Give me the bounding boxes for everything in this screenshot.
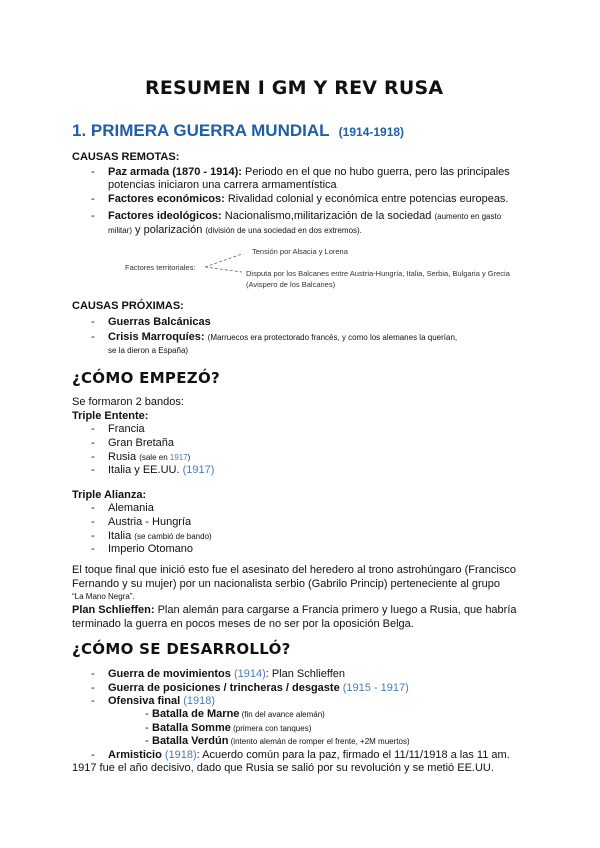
list-item [108,166,510,179]
item-text: : Plan Schlieffen [265,668,346,680]
list-item [108,193,509,206]
item-text: Italia y EE.UU. [108,464,183,476]
list-item: Francia [108,423,145,435]
diagram-bottom-note: (Avispero de los Balcanes) [246,280,336,289]
bullet-dash: - [91,437,95,449]
paragraph-name: Fernando y su mujer) [72,578,177,590]
bullet-dash: - [91,502,95,514]
list-item [108,464,214,477]
section-heading-text: 1. PRIMERA GUERRA MUNDIAL [72,121,330,140]
item-note-continuation: se la dieron a España) [108,346,189,355]
item-bold: Guerra de movimientos [108,668,234,680]
bullet-dash: - [91,695,95,707]
connector-top [205,254,242,267]
list-item: Austria - Hungría [108,516,192,528]
triple-alianza-label: Triple Alianza: [72,489,147,501]
section-heading-como-desarrollo: ¿CÓMO SE DESARROLLÓ? [72,640,291,658]
paragraph-line [72,578,500,591]
item-year: (1917) [182,464,215,476]
list-item [108,210,501,223]
sub-item-note: (intento alemán de romper el frente, +2M muertos) [228,737,410,746]
paragraph-text: por un nacionalista serbio [176,578,309,590]
paragraph-line [72,564,516,577]
list-item: Guerras Balcánicas [108,316,211,328]
paragraph-text: perteneciente al grupo [387,578,501,590]
bullet-dash: - [91,423,95,435]
sub-item-bold: Batalla Verdún [152,735,229,747]
paragraph-line: “La Mano Negra”. [72,592,135,601]
sub-item-bold: Batalla de Marne [152,708,240,720]
sub-item-bold: Batalla Somme [152,722,231,734]
item-year: (1914) [233,668,266,680]
list-item: Gran Bretaña [108,437,175,449]
item-year: (1915 - 1917) [342,682,409,694]
sub-item-note: (fin del avance alemán) [239,710,325,719]
bullet-dash: - [91,516,95,528]
item-text: y polarización [132,224,206,236]
item-note: (se cambió de bando) [134,532,212,541]
item-year: 1917 [169,453,188,462]
bullet-dash: - [91,668,95,680]
section-years: (1914-1918) [338,125,405,139]
item-text: Italia [108,530,135,542]
paragraph-name: (Gabrilo Princip) [308,578,388,590]
closing-line: 1917 fue el año decisivo, dado que Rusia se salió por su revolución y se metió EE.UU. [72,762,494,774]
diagram-bottom: Disputa por los Balcanes entre Austria-Hungría, Italia, Serbia, Bulgaria y Grecia [246,269,510,278]
bullet-dash: - [91,682,95,694]
list-item [108,530,212,543]
list-item [108,331,457,344]
bullet-dash: - [91,530,95,542]
list-item [108,695,215,708]
plan-bold: Plan Schlieffen: [72,604,155,616]
triple-entente-label: Triple Entente: [72,410,149,422]
sub-list-item [152,722,311,735]
item-text: : Acuerdo común para la paz, firmado el 11/11/1918 a las 11 am. [196,749,510,761]
plan-paragraph [72,604,517,617]
paragraph-name: (Francisco [464,564,516,576]
plan-continuation: terminado la guerra en pocos meses de no ser por la oposición Belga. [72,618,414,630]
item-note: (Marruecos era protectorado francés, y como los alemanes la querían, [207,333,458,342]
sub-bullet-dash: - [145,735,149,747]
item-bold: Crisis Marroquíes: [108,331,205,343]
diagram-top: Tensión por Alsacia y Lorena [252,247,348,256]
diagram-label: Factores territoriales: [125,263,196,272]
item-note: militar) [108,226,132,235]
bullet-dash: - [91,451,95,463]
list-item [108,682,409,695]
list-item: Alemania [108,502,154,514]
item-note: (sale en [139,453,170,462]
item-text: Periodo en el que no hubo guerra, pero las principales [241,166,510,178]
item-year: (1918) [183,695,215,707]
item-bold: Factores económicos: [108,193,225,205]
plan-text: Plan alemán para cargarse a Francia primero y luego a Rusia, que habría [154,604,517,616]
section-heading-como-empezo: ¿CÓMO EMPEZÓ? [72,369,221,387]
item-note: (aumento en gasto [434,212,502,221]
item-continuation [108,224,362,237]
item-bold: Guerra de posiciones / trincheras / desgaste [108,682,343,694]
document-title: RESUMEN I GM Y REV RUSA [145,77,444,99]
bullet-dash: - [91,316,95,328]
item-year: (1918) [164,749,197,761]
list-item: Imperio Otomano [108,543,193,555]
item-note: (división de una sociedad en dos extremos). [205,226,362,235]
connector-bottom [205,267,242,272]
item-bold: Factores ideológicos: [108,210,222,222]
list-item [108,451,190,464]
bullet-dash: - [91,210,95,222]
sub-list-item [152,708,325,721]
item-text: Nacionalismo,militarización de la sociedad [221,210,435,222]
item-bold: Ofensiva final [108,695,184,707]
paragraph-text: El toque final que inició esto fue el asesinato del heredero al trono astrohúngaro [72,564,465,576]
bullet-dash: - [91,543,95,555]
sub-bullet-dash: - [145,722,149,734]
bullet-dash: - [91,166,95,178]
bullet-dash: - [91,331,95,343]
list-item [108,749,510,762]
item-continuation: potencias iniciaron una carrera armamentística [108,179,337,191]
item-bold: Paz armada (1870 - 1914): [108,166,242,178]
list-item [108,668,345,681]
causas-remotas-label: CAUSAS REMOTAS: [72,151,180,163]
bullet-dash: - [91,193,95,205]
causas-proximas-label: CAUSAS PRÓXIMAS: [72,300,184,312]
bullet-dash: - [91,749,95,761]
sub-bullet-dash: - [145,708,149,720]
item-bold: Armisticio [108,749,165,761]
bullet-dash: - [91,464,95,476]
item-text: Rusia [108,451,140,463]
item-note-end: ) [187,453,191,462]
item-text: Rivalidad colonial y económica entre potencias europeas. [224,193,509,205]
intro-text: Se formaron 2 bandos: [72,396,184,408]
sub-item-note: (primera con tanques) [230,724,312,733]
section-heading [72,121,404,141]
sub-list-item [152,735,410,748]
